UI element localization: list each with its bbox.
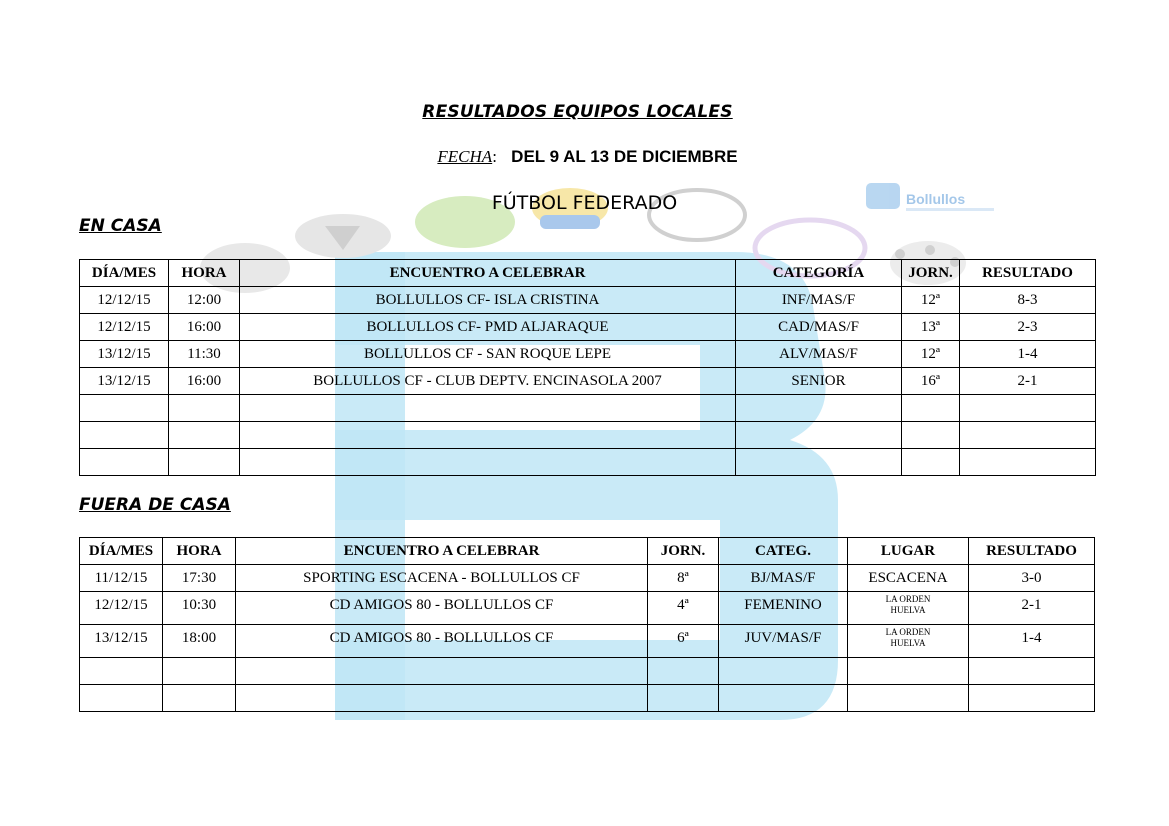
page-title: RESULTADOS EQUIPOS LOCALES: [422, 102, 733, 122]
table-cell: [240, 422, 736, 449]
table-cell: 17:30: [163, 565, 236, 592]
table-cell: 2-1: [969, 592, 1095, 625]
column-header: RESULTADO: [960, 260, 1096, 287]
table-cell: [240, 395, 736, 422]
table-cell: [848, 592, 969, 625]
table-cell: 13/12/15: [80, 368, 169, 395]
column-header: HORA: [169, 260, 240, 287]
table-row: [80, 314, 1096, 341]
table-row: [80, 658, 1095, 685]
table-cell: 16:00: [169, 368, 240, 395]
table-row: [80, 685, 1095, 712]
column-header: ENCUENTRO A CELEBRAR: [240, 260, 736, 287]
table-cell: [960, 422, 1096, 449]
table-cell: 1-4: [960, 341, 1096, 368]
date-line: [0, 147, 1169, 167]
table-cell: [80, 422, 169, 449]
table-cell: FEMENINO: [719, 592, 848, 625]
table-row: [80, 565, 1095, 592]
table-cell: [960, 395, 1096, 422]
table-cell: 16ª: [902, 368, 960, 395]
table-cell: BOLLULLOS CF - SAN ROQUE LEPE: [240, 341, 736, 368]
table-cell: [163, 658, 236, 685]
table-row: [80, 449, 1096, 476]
table-cell: [719, 658, 848, 685]
table-row: [80, 368, 1096, 395]
away-section-title: FUERA DE CASA: [79, 495, 231, 515]
table-cell: 13ª: [902, 314, 960, 341]
column-header: HORA: [163, 538, 236, 565]
table-cell: [648, 658, 719, 685]
table-cell: [969, 685, 1095, 712]
table-cell: 2-3: [960, 314, 1096, 341]
table-cell: 8ª: [648, 565, 719, 592]
table-cell: BOLLULLOS CF- PMD ALJARAQUE: [240, 314, 736, 341]
table-header-row: [80, 538, 1095, 565]
column-header: JORN.: [902, 260, 960, 287]
table-row: [80, 287, 1096, 314]
table-cell: [80, 685, 163, 712]
table-cell: 13/12/15: [80, 341, 169, 368]
location-label: LA ORDEN HUELVA: [885, 627, 931, 648]
table-row: [80, 341, 1096, 368]
table-cell: 10:30: [163, 592, 236, 625]
table-cell: 12/12/15: [80, 592, 163, 625]
table-cell: 12/12/15: [80, 287, 169, 314]
table-cell: CD AMIGOS 80 - BOLLULLOS CF: [236, 625, 648, 658]
table-row: [80, 625, 1095, 658]
table-cell: [236, 658, 648, 685]
table-cell: SPORTING ESCACENA - BOLLULLOS CF: [236, 565, 648, 592]
table-cell: [163, 685, 236, 712]
table-cell: [80, 449, 169, 476]
table-cell: INF/MAS/F: [736, 287, 902, 314]
table-cell: [236, 685, 648, 712]
away-results-table: [79, 537, 1095, 712]
column-header: JORN.: [648, 538, 719, 565]
table-cell: [169, 395, 240, 422]
date-value: DEL 9 AL 13 DE DICIEMBRE: [511, 147, 738, 166]
table-cell: JUV/MAS/F: [719, 625, 848, 658]
column-header: ENCUENTRO A CELEBRAR: [236, 538, 648, 565]
table-cell: [719, 685, 848, 712]
table-cell: 11:30: [169, 341, 240, 368]
home-section-title: EN CASA: [79, 216, 162, 236]
table-cell: CD AMIGOS 80 - BOLLULLOS CF: [236, 592, 648, 625]
table-cell: CAD/MAS/F: [736, 314, 902, 341]
table-cell: BOLLULLOS CF - CLUB DEPTV. ENCINASOLA 2007: [240, 368, 736, 395]
table-cell: BOLLULLOS CF- ISLA CRISTINA: [240, 287, 736, 314]
table-cell: SENIOR: [736, 368, 902, 395]
table-cell: ALV/MAS/F: [736, 341, 902, 368]
table-cell: [902, 449, 960, 476]
table-row: [80, 395, 1096, 422]
column-header: CATEG.: [719, 538, 848, 565]
table-row: [80, 592, 1095, 625]
table-cell: [902, 395, 960, 422]
table-cell: [736, 449, 902, 476]
table-cell: 12:00: [169, 287, 240, 314]
location-label: LA ORDEN HUELVA: [885, 594, 931, 615]
page-subtitle: [0, 192, 1169, 214]
table-cell: [848, 685, 969, 712]
table-cell: [736, 422, 902, 449]
column-header: DÍA/MES: [80, 538, 163, 565]
table-cell: 16:00: [169, 314, 240, 341]
table-cell: 12/12/15: [80, 314, 169, 341]
table-cell: 1-4: [969, 625, 1095, 658]
table-cell: 8-3: [960, 287, 1096, 314]
table-cell: 12ª: [902, 287, 960, 314]
table-cell: [736, 395, 902, 422]
date-colon: :: [492, 147, 497, 166]
svg-text:Bollullos: Bollullos: [906, 191, 966, 207]
table-cell: [969, 658, 1095, 685]
table-row: [80, 422, 1096, 449]
table-cell: [80, 658, 163, 685]
table-cell: [240, 449, 736, 476]
table-cell: [648, 685, 719, 712]
table-cell: [848, 658, 969, 685]
table-cell: 11/12/15: [80, 565, 163, 592]
subtitle-text: FÚTBOL FEDERADO: [491, 192, 678, 214]
home-results-table: [79, 259, 1096, 476]
table-header-row: [80, 260, 1096, 287]
column-header: DÍA/MES: [80, 260, 169, 287]
table-cell: [80, 395, 169, 422]
table-cell: [960, 449, 1096, 476]
table-cell: 2-1: [960, 368, 1096, 395]
table-cell: 18:00: [163, 625, 236, 658]
column-header: LUGAR: [848, 538, 969, 565]
table-cell: 6ª: [648, 625, 719, 658]
table-cell: [169, 422, 240, 449]
table-cell: [169, 449, 240, 476]
column-header: RESULTADO: [969, 538, 1095, 565]
table-cell: 12ª: [902, 341, 960, 368]
table-cell: [902, 422, 960, 449]
table-cell: [848, 625, 969, 658]
table-cell: BJ/MAS/F: [719, 565, 848, 592]
table-cell: 4ª: [648, 592, 719, 625]
table-cell: 3-0: [969, 565, 1095, 592]
table-cell: 13/12/15: [80, 625, 163, 658]
table-cell: ESCACENA: [848, 565, 969, 592]
column-header: CATEGORÍA: [736, 260, 902, 287]
date-label: FECHA: [437, 147, 493, 166]
